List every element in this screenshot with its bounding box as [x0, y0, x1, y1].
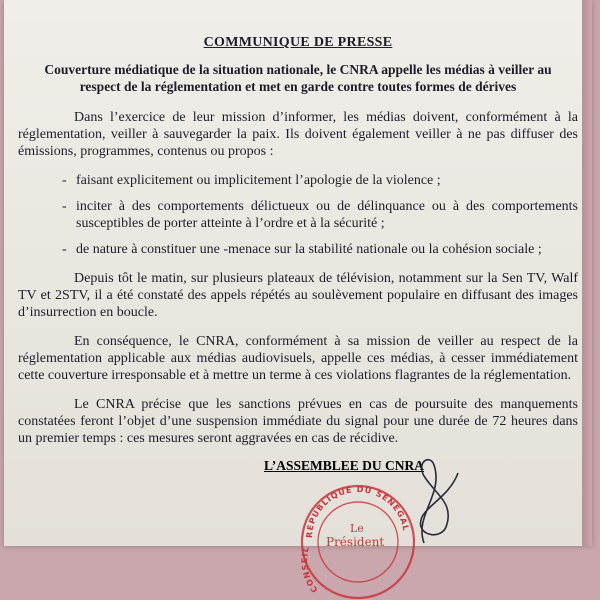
list-item [18, 172, 578, 189]
list-item-text: faisant explicitement ou implicitement l’apologie de la violence ; [76, 173, 441, 188]
list-item [18, 241, 578, 258]
bullet-dash: - [62, 199, 67, 214]
handwritten-signature [384, 455, 464, 545]
stamp-arc-left: CONSEIL [300, 545, 320, 595]
list-item [18, 198, 578, 232]
document-body [18, 10, 578, 459]
paragraph-sanctions: Le CNRA précise que les sanctions prévues en cas de poursuite des manquements constatées feront l’objet d’une suspension immédiate du signal pour une durée de 72 heures dans un premier temps : ces mesures seront aggravées en cas de récidive. [18, 397, 578, 446]
stamp-center-le: Le [350, 522, 364, 535]
bullet-dash: - [62, 173, 67, 188]
stamp-arc-top: REPUBLIQUE DU SENEGAL [304, 484, 411, 539]
paper-edge [582, 0, 592, 546]
press-release-paper [4, 0, 592, 595]
stamp-center-president: Président [326, 535, 385, 549]
paragraph-consequence: En conséquence, le CNRA, conformément à sa mission de veiller au respect de la réglementation applicable aux médias audiovisuels, appelle ces médias, à cesser immédiatement cette couverture irresponsable et à mettre un terme à ces violations flagrantes de la réglementation. [18, 334, 578, 383]
paragraph-observation: Depuis tôt le matin, sur plusieurs plateaux de télévision, notamment sur la Sen TV, Walf TV et 2STV, il a été constaté des appels répétés au soulèvement populaire en diffusant des images d’insurrection en boucle. [18, 271, 578, 320]
signature-line: L’ASSEMBLEE DU CNRA [264, 458, 425, 473]
svg-text:CONSEIL [300, 545, 319, 594]
paragraph-intro: Dans l’exercice de leur mission d’informer, les médias doivent, conformément à la réglementation, veiller à sauvegarder la paix. Ils doivent également veiller à ne pas diffuser des émissions, programmes, contenus ou propos : [18, 110, 578, 159]
document-title: COMMUNIQUE DE PRESSE [203, 35, 393, 50]
document-subtitle: Couverture médiatique de la situation nationale, le CNRA appelle les médias à veiller au respect de la réglementation et met en garde contre toutes formes de dérives [44, 62, 552, 94]
list-item-text: de nature à constituer une -menace sur la stabilité nationale ou la cohésion sociale ; [76, 242, 542, 257]
prohibited-content-list [18, 172, 578, 258]
list-item-text: inciter à des comportements délictueux ou de délinquance ou à des comportements susceptibles de porter atteinte à l’ordre et à la sécurité ; [76, 199, 578, 231]
bullet-dash: - [62, 242, 67, 257]
